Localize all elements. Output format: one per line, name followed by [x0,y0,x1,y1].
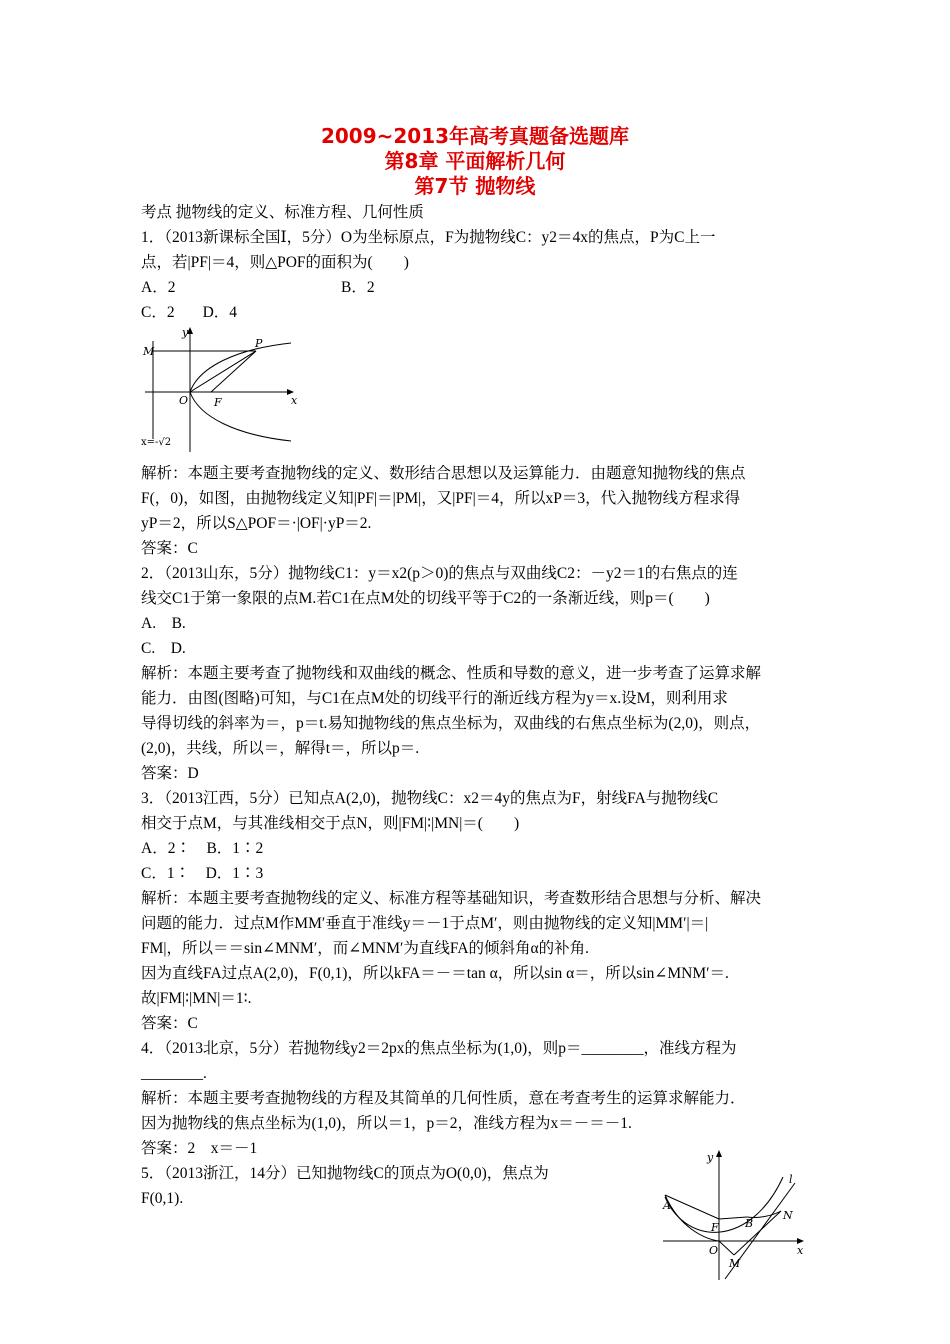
q2-stem-line2: 线交C1于第一象限的点M.若C1在点M处的切线平等于C2的一条渐近线，则p＝( ) [141,590,710,607]
q1-parabola-lower [190,392,291,441]
q1-parabola-upper [190,343,291,392]
q1-stem-line1: 1．（2013新课标全国Ⅰ，5分）O为坐标原点，F为抛物线C：y2＝4x的焦点，P为C上一 [141,229,716,246]
q3-options-ab: A．2∶ B．1∶2 [141,840,264,857]
q5-label-l: l [789,1173,793,1186]
q5-line-af [665,1195,719,1219]
q1-label-x: x [291,394,298,407]
q2-analysis-line3: 导得切线的斜率为＝，p＝t.易知抛物线的焦点坐标为，双曲线的右焦点坐标为(2,0)，则点， [141,715,761,732]
q3-analysis-line3: FM|，所以＝＝sin∠MNM′，而∠MNM′为直线FA的倾斜角α的补角. [141,940,590,957]
q2-analysis-line1: 解析：本题主要考查了抛物线和双曲线的概念、性质和导数的意义，进一步考查了运算求解 [141,665,762,682]
q4-stem-line1: 4．（2013北京，5分）若抛物线y2＝2px的焦点坐标为(1,0)，则p＝________，准线方程为 [141,1040,737,1057]
q5-label-y: y [707,1151,714,1164]
q3-analysis-line1: 解析：本题主要考查抛物线的定义、标准方程等基础知识，考查数形结合思想与分析、解决 [141,890,762,907]
q1-op-line [190,351,256,392]
q5-stem-line1: 5．（2013浙江，14分）已知抛物线C的顶点为O(0,0)，焦点为 [141,1165,549,1182]
q5-text [141,1161,641,1211]
q5-label-n: N [783,1209,793,1222]
title-main: 2009~2013年高考真题备选题库 [320,124,630,148]
content-body [141,200,813,1321]
q5-y-arrow-icon [716,1150,722,1157]
q5-line-fb [719,1217,747,1219]
q5-label-a: A [663,1199,671,1212]
q3-analysis-line5: 故|FM|∶|MN|＝1∶. [141,990,252,1007]
q5-label-f: F [711,1221,719,1234]
q1-label-y: y [182,327,189,339]
q2-answer: 答案：D [141,765,199,782]
q4-answer: 答案：2 x＝－1 [141,1140,258,1157]
q1-answer: 答案：C [141,540,198,557]
q1-label-p: P [255,337,263,350]
q2-options-cd: C. D. [141,640,186,657]
q5-parabola-figure [659,1147,809,1282]
title-section: 第7节 抛物线 [414,174,536,198]
q1-label-m: M [143,345,155,358]
title-block [0,124,950,199]
q1-option-b: B．2 [341,279,375,296]
q4-stem-line2: ________. [141,1065,207,1082]
q1-option-c: C．2 [141,304,175,321]
q2-analysis-line4: (2,0)，共线，所以＝，解得t＝，所以p＝. [141,740,420,757]
q1-analysis-line1: 解析：本题主要考查抛物线的定义、数形结合思想以及运算能力．由题意知抛物线的焦点 [141,465,746,482]
q2-options-ab: A. B. [141,615,186,632]
q2-stem-line1: 2．（2013山东，5分）抛物线C1：y＝x2(p＞0)的焦点与双曲线C2：－y2＝1的右焦点的连 [141,565,738,582]
q1-parabola-figure [141,327,301,455]
q4-analysis-line2: 因为抛物线的焦点坐标为(1,0)，所以＝1，p＝2，准线方程为x＝－＝－1. [141,1115,632,1132]
q1-option-a: A．2 [141,279,176,296]
q1-analysis-line2: F(，0)，如图，由抛物线定义知|PF|＝|PM|，又|PF|＝4，所以xP＝3，代入抛物线方程求得 [141,490,741,507]
q5-label-o: O [709,1244,719,1257]
q5-block [141,1151,813,1321]
q5-stem-line2: F(0,1). [141,1190,184,1207]
q1-label-f: F [214,396,222,409]
q5-arc-ao [665,1195,719,1241]
q5-label-b: B [745,1217,754,1230]
q5-label-x: x [797,1244,804,1257]
q2-analysis-line2: 能力．由图(图略)可知，与C1在点M处的切线平行的渐近线方程为y＝x.设M，则利用求 [141,690,728,707]
q5-label-m: M [729,1257,741,1270]
q3-stem-line1: 3．（2013江西，5分）已知点A(2,0)，抛物线C：x2＝4y的焦点为F，射线FA与抛物线C [141,790,719,807]
q1-options-ab [141,275,813,300]
section-heading: 考点 抛物线的定义、标准方程、几何性质 [141,204,424,221]
q3-analysis-line2: 问题的能力．过点M作MM′垂直于准线y＝－1于点M′，则由抛物线的定义知|MM′|＝| [141,915,709,932]
q5-line-om [719,1241,734,1255]
q1-fp-line [211,351,256,392]
q1-options-cd [141,300,813,325]
q1-label-o: O [179,394,189,407]
title-chapter: 第8章 平面解析几何 [384,149,566,173]
q1-label-directrix: x=-√2 [141,437,172,448]
q1-stem-line2: 点，若|PF|＝4，则△POF的面积为( ) [141,254,409,271]
q4-analysis-line1: 解析：本题主要考查抛物线的方程及其简单的几何性质，意在考查考生的运算求解能力． [141,1090,746,1107]
q3-answer: 答案：C [141,1015,198,1032]
q3-stem-line2: 相交于点M，与其准线相交于点N，则|FM|∶|MN|＝( ) [141,815,520,832]
q3-analysis-line4: 因为直线FA过点A(2,0)，F(0,1)，所以kFA＝－＝tan α，所以sin α＝，所以sin∠MNM′＝. [141,965,729,982]
q1-analysis-line3: yP＝2，所以S△POF＝·|OF|·yP＝2. [141,515,372,532]
q1-option-d: D．4 [202,304,238,321]
q3-options-cd: C．1∶ D．1∶3 [141,865,264,882]
